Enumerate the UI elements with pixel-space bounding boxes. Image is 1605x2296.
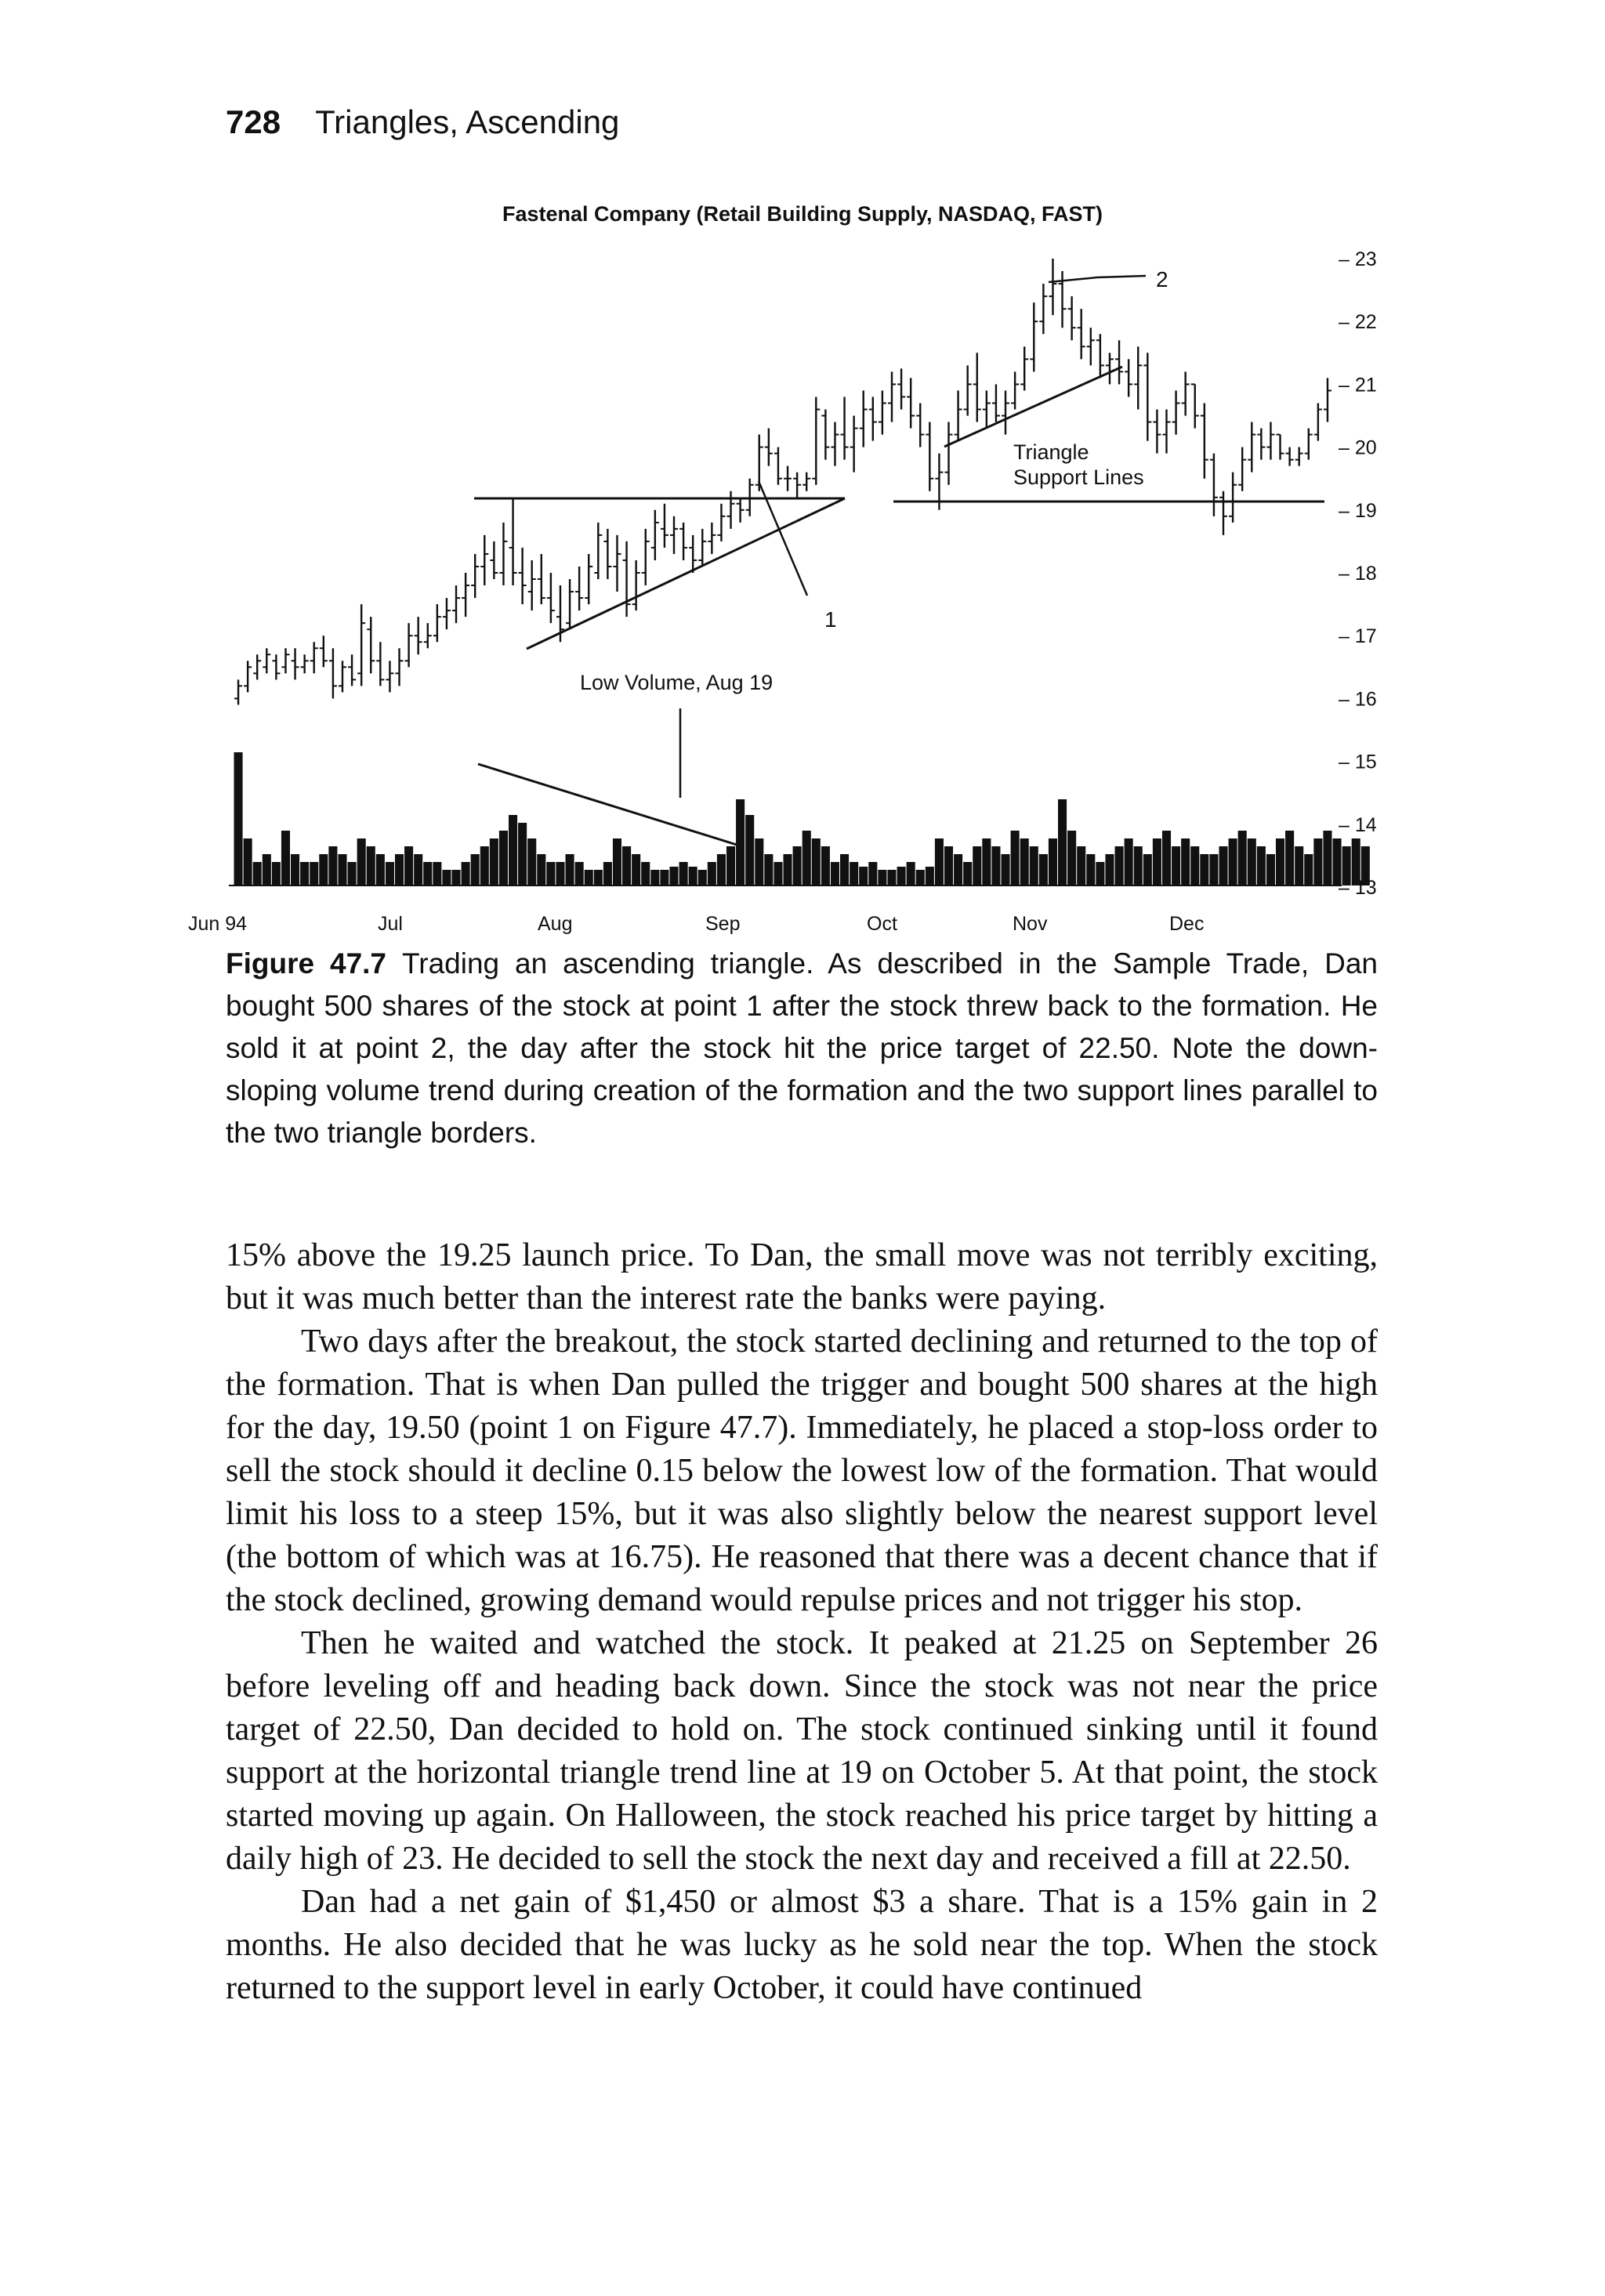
paragraph-2: Two days after the breakout, the stock started declining and returned to the top of the formation. That is when Dan pulled the trigger and bought 500 shares at the high for the day, 19.50 (point 1 on Figure 47.7). Immediately, he placed a stop-loss order to sell the stock should it decline 0.15 below the lowest low of the formation. That would limit his loss to a steep 15%, but it was also slightly below the nearest support level (the bottom of which was at 16.75). He reasoned that there was a decent chance that if the stock declined, growing demand would repulse prices and not trigger his stop.	[226, 1324, 1378, 1618]
section-title: Triangles, Ascending	[315, 103, 620, 140]
volume-bar	[632, 854, 640, 885]
price-bar	[1106, 353, 1114, 384]
price-bar	[1238, 447, 1246, 491]
stock-chart	[0, 0, 1605, 940]
price-bar	[897, 368, 905, 409]
volume-bar	[1049, 838, 1057, 885]
volume-bar	[812, 838, 821, 885]
price-bar	[415, 617, 422, 654]
figure-caption	[226, 943, 1378, 1154]
volume-bar	[698, 870, 707, 885]
price-bar	[698, 529, 706, 567]
price-bar	[528, 560, 536, 610]
price-bar	[983, 390, 991, 428]
price-bar	[1314, 403, 1322, 440]
volume-bar	[717, 854, 726, 885]
volume-bar	[907, 862, 915, 885]
price-bar	[585, 554, 592, 604]
volume-bar	[328, 846, 337, 885]
volume-bar	[253, 862, 262, 885]
price-bar	[1219, 491, 1227, 535]
volume-bar	[821, 846, 830, 885]
volume-bar	[726, 846, 735, 885]
volume-bar	[537, 854, 545, 885]
volume-bar	[708, 862, 716, 885]
price-bar	[1143, 353, 1151, 440]
price-bar	[1115, 340, 1123, 384]
price-bar	[737, 498, 745, 523]
price-bar	[301, 654, 309, 673]
price-bar	[396, 648, 404, 686]
price-bar	[850, 416, 858, 473]
volume-bar	[963, 862, 972, 885]
volume-bar	[1001, 854, 1009, 885]
trend-lines	[229, 276, 1342, 885]
price-bar	[376, 642, 384, 686]
support-lines-label-line2: Support Lines	[1013, 465, 1144, 489]
volume-bar	[527, 838, 536, 885]
price-bar	[462, 573, 469, 617]
volume-bar	[490, 838, 498, 885]
figure-caption-text: Trading an ascending triangle. As described in the Sample Trade, Dan bought 500 shares of the stock at point 1 after the stock threw back to the formation. He sold it at point 2, the day after the stock hit the price target of 22.50. Note the down-sloping volume trend during creation of the formation and the two support lines parallel to the two triangle borders.	[226, 947, 1378, 1149]
x-tick-label: Aug	[538, 913, 573, 935]
volume-bar	[291, 854, 299, 885]
volume-bar	[348, 862, 357, 885]
y-tick-label: – 15	[1339, 751, 1377, 773]
price-bar	[1257, 429, 1265, 460]
price-bar	[367, 617, 375, 673]
volume-bar	[300, 862, 309, 885]
price-bar	[509, 498, 517, 585]
price-bar	[519, 548, 527, 604]
price-bar	[452, 585, 460, 623]
price-bar	[320, 636, 328, 667]
price-bar	[443, 598, 451, 629]
price-bar	[1324, 378, 1331, 422]
volume-bar	[1030, 846, 1038, 885]
volume-bar	[774, 862, 782, 885]
volume-bar	[1153, 838, 1161, 885]
price-bar	[1030, 302, 1038, 371]
price-bar	[566, 579, 574, 629]
volume-bar	[613, 838, 621, 885]
price-bar	[1039, 284, 1047, 334]
volume-bar	[689, 867, 697, 885]
y-tick-label: – 19	[1339, 499, 1377, 522]
price-bar	[812, 397, 820, 484]
support-lines-label-line1: Triangle	[1013, 440, 1089, 464]
price-bar	[784, 466, 792, 491]
price-bar	[329, 648, 337, 698]
volume-bar	[546, 862, 555, 885]
price-bar	[1153, 409, 1161, 453]
price-bar	[471, 554, 479, 598]
price-bar	[499, 523, 507, 585]
volume-bar	[386, 862, 394, 885]
volume-bar	[944, 846, 953, 885]
price-bar	[689, 535, 697, 573]
volume-bar	[1162, 831, 1171, 885]
volume-bar	[509, 815, 517, 885]
price-bar	[973, 353, 981, 422]
volume-bar	[603, 862, 612, 885]
y-tick-label: – 21	[1339, 374, 1377, 397]
y-tick-label: – 22	[1339, 311, 1377, 334]
paragraph-4: Dan had a net gain of $1,450 or almost $3 a share. That is a 15% gain in 2 months. He also decided that he was lucky as he sold near the top. When the stock returned to the support level in early October, it could have continued	[226, 1884, 1378, 2006]
x-tick-label: Jun 94	[188, 913, 248, 935]
volume-bar	[1209, 854, 1218, 885]
price-bar	[821, 409, 829, 459]
volume-bar	[840, 854, 849, 885]
price-bar	[253, 654, 261, 679]
volume-bar	[404, 846, 413, 885]
volume-bar	[281, 831, 290, 885]
paragraph-1: 15% above the 19.25 launch price. To Dan, the small move was not terribly exciting, but it was much better than the interest rate the banks were paying.	[226, 1237, 1378, 1316]
price-bar	[234, 679, 242, 704]
price-bar	[888, 371, 896, 422]
volume-bar	[594, 870, 603, 885]
price-bar	[348, 654, 356, 686]
x-tick-label: Sep	[705, 913, 741, 935]
volume-bar	[575, 862, 584, 885]
price-bar	[1295, 447, 1303, 466]
price-bar	[281, 648, 289, 673]
price-bar	[651, 510, 659, 560]
price-bar	[860, 390, 868, 447]
y-tick-label: – 20	[1339, 436, 1377, 459]
y-tick-label: – 16	[1339, 688, 1377, 711]
volume-bar	[518, 823, 527, 885]
volume-bar	[973, 846, 981, 885]
price-bar	[765, 429, 773, 466]
paragraph-3: Then he waited and watched the stock. It peaked at 21.25 on September 26 before leveling off and heading back down. Since the stock was not near the price target of 22.50, Dan decided to hold on. The stock continued sinking until it found support at the horizontal triangle trend line at 19 on October 5. At that point, the stock started moving up again. On Halloween, the stock reached his price target by hitting a daily high of 23. He decided to sell the stock the next day and received a fill at 22.50.	[226, 1625, 1378, 1877]
price-bar	[727, 491, 735, 529]
volume-bar	[831, 862, 839, 885]
price-bar	[310, 642, 318, 673]
volume-bar	[887, 870, 896, 885]
volume-bar	[784, 854, 792, 885]
price-bar	[670, 516, 678, 554]
volume-bar	[357, 838, 366, 885]
volume-bar	[1190, 846, 1199, 885]
volume-bar	[1238, 831, 1247, 885]
volume-bar	[916, 870, 925, 885]
price-bar	[1248, 422, 1255, 473]
price-bar	[357, 604, 365, 686]
volume-bar	[1200, 854, 1208, 885]
volume-bar	[556, 862, 564, 885]
price-bar	[879, 390, 886, 434]
price-bar	[841, 397, 849, 459]
volume-bar	[376, 854, 385, 885]
volume-bar	[622, 846, 631, 885]
price-bar	[1277, 435, 1284, 460]
volume-bar	[878, 870, 886, 885]
price-bar	[1201, 403, 1208, 478]
price-bar	[594, 523, 602, 579]
price-bar	[992, 384, 1000, 422]
price-bar	[955, 390, 962, 440]
volume-bar	[1304, 854, 1313, 885]
volume-bar	[462, 862, 470, 885]
volume-bar	[991, 846, 1000, 885]
price-bar	[661, 504, 668, 548]
x-tick-label: Jul	[378, 913, 403, 935]
volume-bar	[442, 870, 451, 885]
volume-bar	[1276, 838, 1284, 885]
volume-bar	[954, 854, 962, 885]
volume-bar	[935, 838, 944, 885]
volume-bar	[234, 752, 243, 885]
x-tick-label: Dec	[1169, 913, 1205, 935]
volume-bar	[650, 870, 659, 885]
price-bar	[575, 567, 583, 610]
price-bar	[1096, 334, 1104, 378]
price-bar	[1172, 390, 1180, 434]
price-bar	[802, 473, 810, 491]
volume-bar	[1313, 838, 1322, 885]
price-bar	[490, 541, 498, 579]
price-bar	[1210, 454, 1218, 516]
price-bar	[1049, 259, 1056, 315]
price-bar	[1134, 346, 1142, 409]
volume-bar	[310, 862, 318, 885]
price-bar	[424, 623, 432, 648]
price-bar	[263, 648, 270, 673]
price-bar	[642, 529, 650, 585]
price-bar	[1078, 309, 1085, 359]
volume-bar	[1172, 846, 1180, 885]
volume-bar	[679, 862, 688, 885]
volume-bar	[859, 867, 868, 885]
volume-bar	[1323, 831, 1331, 885]
low-volume-label: Low Volume, Aug 19	[580, 671, 774, 694]
volume-bar	[1285, 831, 1294, 885]
price-bar	[1125, 359, 1132, 397]
support-line-sloped	[944, 367, 1122, 447]
volume-bar	[1229, 838, 1237, 885]
price-bar	[907, 378, 915, 428]
volume-bar	[338, 854, 346, 885]
price-bar	[1020, 346, 1028, 390]
page-number: 728	[226, 103, 281, 140]
price-bar	[386, 661, 393, 692]
volume-bar	[926, 867, 934, 885]
price-bar	[603, 529, 611, 579]
x-tick-label: Nov	[1013, 913, 1048, 935]
price-bar	[869, 397, 877, 440]
volume-bar	[669, 867, 678, 885]
price-bar	[1087, 328, 1095, 365]
volume-bar	[1219, 846, 1227, 885]
price-bar	[708, 523, 716, 554]
volume-bar	[499, 831, 508, 885]
volume-bars	[234, 752, 1370, 885]
volume-bar	[868, 862, 877, 885]
price-bar	[926, 422, 933, 491]
price-bar	[945, 422, 953, 485]
y-axis-ticks	[1339, 248, 1377, 899]
y-tick-label: – 13	[1339, 877, 1377, 899]
volume-bar	[1143, 854, 1152, 885]
volume-bar	[1058, 799, 1067, 885]
volume-bar	[566, 854, 574, 885]
x-tick-label: Oct	[867, 913, 897, 935]
volume-bar	[433, 862, 441, 885]
price-bar	[916, 403, 924, 447]
price-bar	[272, 654, 280, 679]
y-tick-label: – 23	[1339, 248, 1377, 270]
price-bar	[632, 560, 640, 610]
price-bar	[1229, 473, 1237, 523]
volume-bar	[1295, 846, 1303, 885]
volume-bar	[793, 846, 802, 885]
volume-bar	[1105, 854, 1114, 885]
price-bar	[613, 535, 621, 592]
volume-bar	[1181, 838, 1190, 885]
volume-bar	[395, 854, 404, 885]
chart-title: Fastenal Company (Retail Building Supply, NASDAQ, FAST)	[502, 202, 1103, 226]
figure-number: Figure 47.7	[226, 947, 387, 980]
volume-bar	[1067, 831, 1076, 885]
price-bar	[292, 648, 299, 679]
volume-bar	[755, 838, 763, 885]
volume-bar	[319, 854, 328, 885]
price-bar	[717, 504, 725, 541]
price-bar	[1286, 447, 1294, 466]
price-bar	[339, 661, 346, 692]
volume-bar	[745, 815, 754, 885]
volume-bar	[480, 846, 489, 885]
price-bar	[480, 535, 488, 585]
volume-bar	[850, 862, 858, 885]
volume-bar	[1134, 846, 1143, 885]
price-bar	[623, 541, 631, 617]
volume-bar	[414, 854, 422, 885]
volume-bar	[1020, 838, 1029, 885]
volume-bar	[367, 846, 375, 885]
price-bar	[1011, 371, 1019, 409]
price-bar	[1305, 429, 1313, 460]
volume-bar	[982, 838, 991, 885]
y-tick-label: – 14	[1339, 813, 1377, 836]
volume-bar	[1266, 854, 1275, 885]
price-bar	[1002, 390, 1009, 434]
x-axis-ticks	[188, 913, 1204, 935]
volume-bar	[1248, 838, 1256, 885]
price-bar	[1182, 371, 1190, 415]
volume-bar	[764, 854, 773, 885]
point-2-label: 2	[1156, 267, 1168, 292]
volume-bar	[1096, 862, 1104, 885]
volume-bar	[451, 870, 460, 885]
body-text	[226, 1234, 1378, 2010]
y-tick-label: – 18	[1339, 563, 1377, 585]
price-bar	[538, 554, 545, 604]
price-bars	[234, 259, 1331, 704]
volume-bar	[423, 862, 432, 885]
price-bar	[547, 573, 555, 623]
price-bar	[433, 604, 441, 642]
price-bar	[1068, 296, 1076, 340]
volume-bar	[244, 838, 252, 885]
volume-bar	[1077, 846, 1085, 885]
volume-bar	[736, 799, 745, 885]
price-bar	[964, 365, 972, 415]
volume-bar	[1125, 838, 1133, 885]
price-bar	[679, 523, 687, 560]
volume-bar	[1086, 854, 1095, 885]
volume-bar	[1115, 846, 1124, 885]
point-1-label: 1	[824, 607, 837, 632]
volume-bar	[272, 862, 281, 885]
volume-bar	[1039, 854, 1048, 885]
volume-bar	[263, 854, 271, 885]
price-bar	[793, 473, 801, 498]
y-tick-label: – 17	[1339, 625, 1377, 648]
price-bar	[831, 422, 839, 466]
volume-bar	[802, 831, 811, 885]
volume-bar	[1011, 831, 1020, 885]
volume-bar	[660, 870, 668, 885]
price-bar	[405, 623, 413, 667]
volume-bar	[471, 854, 480, 885]
price-bar	[774, 447, 782, 485]
price-bar	[244, 661, 252, 692]
volume-bar	[585, 870, 593, 885]
price-bar	[1191, 384, 1199, 428]
volume-bar	[641, 862, 650, 885]
volume-bar	[897, 867, 906, 885]
volume-bar	[1257, 846, 1266, 885]
price-bar	[1162, 409, 1170, 453]
price-bar	[1266, 422, 1274, 460]
support-lines-label	[1013, 440, 1144, 489]
